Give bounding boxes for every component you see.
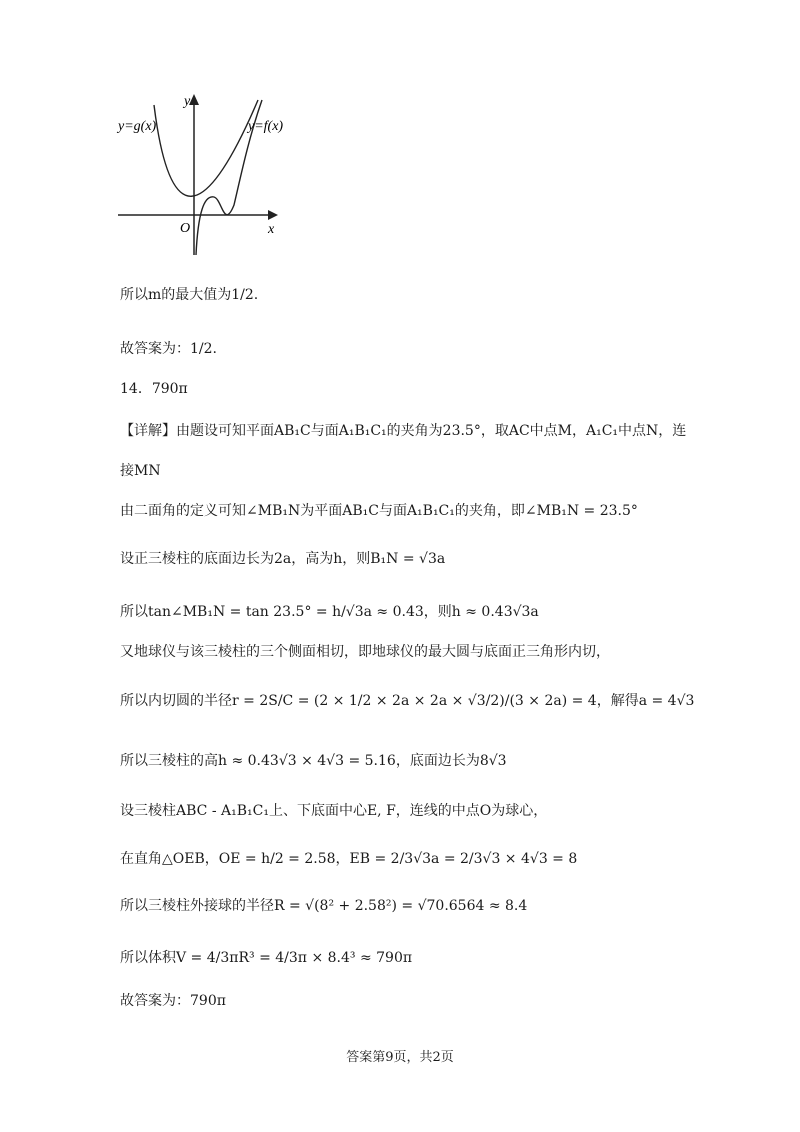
y-axis-label: y	[184, 94, 191, 109]
line-8: 所以内切圆的半径r = 2S/C = (2 × 1/2 × 2a × 2a × √3/2)/(3 × 2a) = 4，解得a = 4√3	[120, 693, 695, 709]
line-6: 所以tan∠MB₁N = tan 23.5° = h/√3a ≈ 0.43，则h ≈ 0.43√3a	[120, 604, 539, 620]
line-2: 故答案为：1/2.	[120, 341, 217, 357]
line-3b: 接MN	[120, 463, 161, 479]
line-7: 又地球仪与该三棱柱的三个侧面相切，即地球仪的最大圆与底面正三角形内切，	[120, 644, 610, 660]
question-14: 14．790π	[120, 381, 188, 397]
line-4: 由二面角的定义可知∠MB₁N为平面AB₁C与面A₁B₁C₁的夹角，即∠MB₁N = 23.5°	[120, 503, 638, 519]
line-12: 所以三棱柱外接球的半径R = √(8² + 2.58²) = √70.6564 ≈ 8.4	[120, 898, 528, 914]
function-graph	[110, 85, 300, 260]
line-3a: 【详解】由题设可知平面AB₁C与面A₁B₁C₁的夹角为23.5°，取AC中点M，A₁C₁中点N，连	[120, 423, 687, 439]
x-axis-label: x	[268, 222, 275, 237]
line-10: 设三棱柱ABC - A₁B₁C₁上、下底面中心E, F，连线的中点O为球心，	[120, 803, 548, 819]
line-5: 设正三棱柱的底面边长为2a，高为h，则B₁N = √3a	[120, 551, 446, 567]
x-axis-arrow-icon	[268, 210, 278, 220]
y-axis-arrow-icon	[189, 94, 199, 105]
line-11: 在直角△OEB，OE = h/2 = 2.58，EB = 2/3√3a = 2/3√3 × 4√3 = 8	[120, 851, 578, 867]
origin-label: O	[180, 221, 191, 236]
line-1: 所以m的最大值为1/2.	[120, 287, 259, 303]
curve-g	[154, 100, 258, 196]
line-13: 所以体积V = 4/3πR³ = 4/3π × 8.4³ ≈ 790π	[120, 950, 413, 966]
f-label: y=f(x)	[248, 119, 284, 134]
g-label: y=g(x)	[118, 119, 157, 134]
line-14: 故答案为：790π	[120, 993, 226, 1009]
line-9: 所以三棱柱的高h ≈ 0.43√3 × 4√3 = 5.16，底面边长为8√3	[120, 753, 507, 769]
page-footer: 答案第9页，共2页	[346, 1050, 454, 1065]
